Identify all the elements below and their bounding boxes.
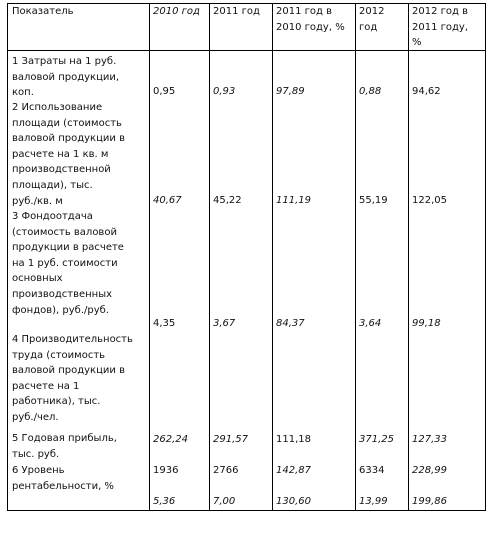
column-divider (149, 4, 150, 510)
cell-r5-2012-pct: 228,99 (412, 465, 447, 476)
cell-r1-2012-pct: 94,62 (412, 86, 441, 97)
header-indicator: Показатель (12, 6, 74, 17)
header-2012: 2012 год (359, 6, 385, 33)
data-table (7, 3, 486, 511)
cell-r6-2010: 5,36 (153, 496, 176, 507)
cell-r4-2011-pct: 111,18 (276, 434, 311, 445)
cell-r6-2012: 13,99 (359, 496, 388, 507)
cell-r1-2010: 0,95 (153, 86, 176, 97)
column-divider (209, 4, 210, 510)
header-2011-vs-2010: 2011 год в 2010 году, % (276, 6, 345, 33)
cell-r3-2012-pct: 99,18 (412, 318, 441, 329)
row-label-capital-productivity: 3 Фондоотдача (стоимость валовой продукции в расчете на 1 руб. стоимости основных производственных фондов), руб./руб. (12, 211, 124, 316)
header-2012-vs-2011: 2012 год в 2011 году, % (412, 6, 469, 49)
cell-r2-2012-pct: 122,05 (412, 195, 447, 206)
cell-r1-2011: 0,93 (213, 86, 236, 97)
cell-r1-2011-pct: 97,89 (276, 86, 305, 97)
cell-r6-2011-pct: 130,60 (276, 496, 311, 507)
cell-r5-2012: 6334 (359, 465, 385, 476)
cell-r2-2011: 45,22 (213, 195, 242, 206)
cell-r4-2012-pct: 127,33 (412, 434, 447, 445)
cell-r4-2010: 262,24 (153, 434, 188, 445)
cell-r4-2011: 291,57 (213, 434, 248, 445)
cell-r3-2012: 3,64 (359, 318, 382, 329)
cell-r5-2011-pct: 142,87 (276, 465, 311, 476)
column-divider (355, 4, 356, 510)
header-2010: 2010 год (153, 6, 200, 17)
cell-r4-2012: 371,25 (359, 434, 394, 445)
row-label-profitability: 6 Уровень рентабельности, % (12, 465, 114, 492)
cell-r5-2010: 1936 (153, 465, 179, 476)
row-label-annual-profit: 5 Годовая прибыль, тыс. руб. (12, 433, 117, 460)
header-2011: 2011 год (213, 6, 260, 17)
cell-r2-2010: 40,67 (153, 195, 182, 206)
cell-r6-2012-pct: 199,86 (412, 496, 447, 507)
column-divider (272, 4, 273, 510)
cell-r5-2011: 2766 (213, 465, 239, 476)
cell-r6-2011: 7,00 (213, 496, 236, 507)
cell-r3-2011-pct: 84,37 (276, 318, 305, 329)
cell-r2-2011-pct: 111,19 (276, 195, 311, 206)
cell-r1-2012: 0,88 (359, 86, 382, 97)
row-label-costs: 1 Затраты на 1 руб. валовой продукции, коп. (12, 56, 120, 99)
cell-r2-2012: 55,19 (359, 195, 388, 206)
column-divider (408, 4, 409, 510)
row-label-labor-productivity: 4 Производительность труда (стоимость валовой продукции в расчете на 1 работника), тыс. руб./чел. (12, 334, 133, 423)
cell-r3-2010: 4,35 (153, 318, 176, 329)
row-label-area-use: 2 Использование площади (стоимость валовой продукции в расчете на 1 кв. м производственной площади), тыс. руб./кв. м (12, 102, 125, 207)
cell-r3-2011: 3,67 (213, 318, 236, 329)
